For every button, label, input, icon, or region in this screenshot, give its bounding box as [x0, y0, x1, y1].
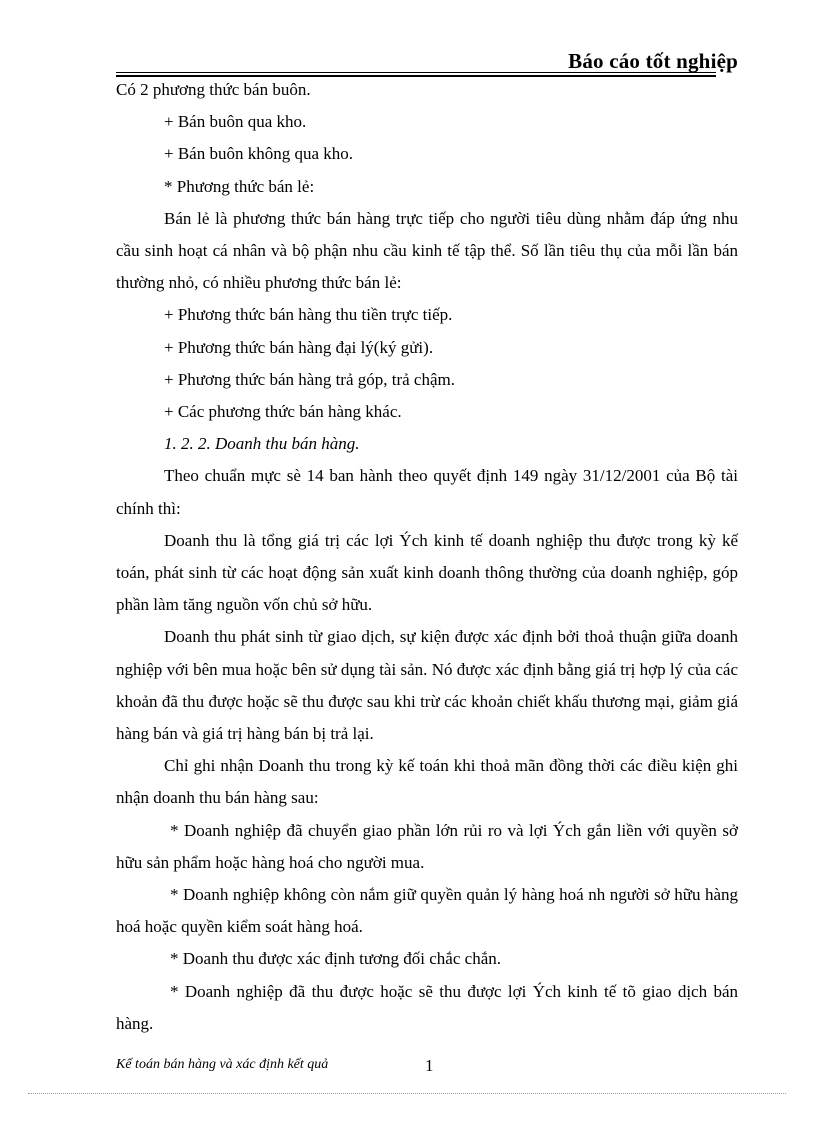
header-rule-thin [116, 72, 716, 73]
paragraph: Doanh thu phát sinh từ giao dịch, sự kiện được xác định bởi thoả thuận giữa doanh nghiệp với bên mua hoặc bên sử dụng tài sản. Nó được xác định bằng giá trị hợp lý của các khoản đã thu được hoặc sẽ thu được sau khi trừ các khoản chiết khấu thương mại, giảm giá hàng bán và giá trị hàng bán bị trả lại. [116, 627, 738, 744]
page-number: 1 [425, 1056, 434, 1075]
paragraph: Có 2 phương thức bán buôn. [116, 80, 311, 99]
list-item: * Phương thức bán lẻ: [164, 176, 315, 196]
footer-rule [28, 1093, 786, 1094]
list-item: + Phương thức bán hàng thu tiền trực tiếp. [164, 305, 453, 325]
section-heading: 1. 2. 2. Doanh thu bán hàng. [164, 434, 360, 454]
condition-item: * Doanh nghiệp đã thu được hoặc sẽ thu được lợi Ých kinh tế tõ giao dịch bán hàng. [116, 981, 738, 1033]
paragraph: Bán lẻ là phương thức bán hàng trực tiếp cho người tiêu dùng nhằm đáp ứng nhu cầu sinh hoạt cá nhân và bộ phận nhu cầu kinh tế tập thể. Số lần tiêu thụ của mỗi lần bán thường nhỏ, có nhiều phương thức bán lẻ: [116, 208, 738, 293]
document-body [116, 74, 738, 1040]
list-item: + Bán buôn qua kho. [164, 112, 307, 132]
list-item: + Phương thức bán hàng trả góp, trả chậm. [164, 369, 455, 389]
header-title: Báo cáo tốt nghiệp [568, 49, 738, 73]
list-item: + Phương thức bán hàng đại lý(ký gửi). [164, 337, 434, 357]
condition-item: * Doanh nghiệp không còn nắm giữ quyền quản lý hàng hoá nh người sở hữu hàng hoá hoặc quyền kiểm soát hàng hoá. [116, 885, 738, 937]
condition-item: * Doanh nghiệp đã chuyển giao phần lớn rủi ro và lợi Ých gắn liền với quyền sở hữu sản phẩm hoặc hàng hoá cho người mua. [116, 820, 738, 872]
paragraph: Doanh thu là tổng giá trị các lợi Ých kinh tế doanh nghiệp thu được trong kỳ kế toán, phát sinh từ các hoạt động sản xuất kinh doanh thông thường của doanh nghiệp, góp phần làm tăng nguồn vốn chủ sở hữu. [116, 530, 738, 615]
paragraph: Theo chuẩn mực sè 14 ban hành theo quyết định 149 ngày 31/12/2001 của Bộ tài chính thì: [116, 466, 738, 518]
footer-text: Kế toán bán hàng và xác định kết quả [116, 1057, 329, 1072]
list-item: + Bán buôn không qua kho. [164, 144, 354, 164]
condition-item: * Doanh thu được xác định tương đối chắc chắn. [170, 949, 501, 969]
list-item: + Các phương thức bán hàng khác. [164, 402, 402, 422]
paragraph: Chỉ ghi nhận Doanh thu trong kỳ kế toán khi thoả mãn đồng thời các điều kiện ghi nhận doanh thu bán hàng sau: [116, 756, 738, 808]
